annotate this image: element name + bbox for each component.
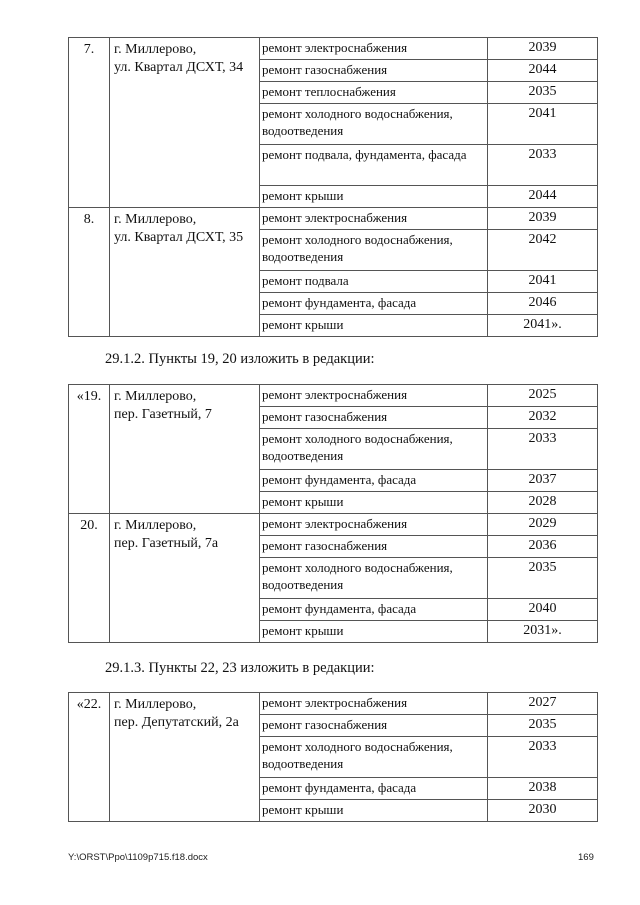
repair-schedule-table-1 [68, 37, 598, 337]
planned-year: 2039 [488, 38, 598, 60]
work-type: ремонт фундамента, фасада [260, 293, 488, 315]
work-type: ремонт холодного водоснабжения, водоотведения [260, 230, 488, 271]
address-line: г. Миллерово, [114, 697, 197, 712]
planned-year: 2038 [488, 778, 598, 800]
address-line: г. Миллерово, [114, 389, 197, 404]
work-type: ремонт газоснабжения [260, 715, 488, 737]
work-type: ремонт газоснабжения [260, 407, 488, 429]
planned-year: 2033 [488, 737, 598, 778]
footer-page-number: 169 [578, 852, 594, 863]
address-line: пер. Газетный, 7а [114, 536, 219, 551]
planned-year: 2027 [488, 693, 598, 715]
work-type: ремонт крыши [260, 492, 488, 514]
planned-year: 2032 [488, 407, 598, 429]
address-cell [110, 385, 260, 514]
work-type: ремонт крыши [260, 315, 488, 337]
work-type: ремонт газоснабжения [260, 536, 488, 558]
table-row [69, 38, 598, 60]
planned-year: 2028 [488, 492, 598, 514]
work-type: ремонт газоснабжения [260, 60, 488, 82]
table-row [69, 385, 598, 407]
planned-year: 2029 [488, 514, 598, 536]
repair-schedule-table-3 [68, 692, 598, 822]
item-number: 8. [69, 208, 110, 337]
planned-year: 2041». [488, 315, 598, 337]
work-type: ремонт фундамента, фасада [260, 778, 488, 800]
planned-year: 2042 [488, 230, 598, 271]
table-row [69, 208, 598, 230]
planned-year: 2033 [488, 429, 598, 470]
work-type: ремонт фундамента, фасада [260, 599, 488, 621]
address-cell [110, 208, 260, 337]
planned-year: 2041 [488, 271, 598, 293]
planned-year: 2037 [488, 470, 598, 492]
planned-year: 2035 [488, 82, 598, 104]
work-type: ремонт фундамента, фасада [260, 470, 488, 492]
address-line: г. Миллерово, [114, 518, 197, 533]
address-line: ул. Квартал ДСХТ, 35 [114, 230, 244, 245]
work-type: ремонт электроснабжения [260, 38, 488, 60]
planned-year: 2030 [488, 800, 598, 822]
paragraph-29-1-2: 29.1.2. Пункты 19, 20 изложить в редакции: [105, 351, 375, 367]
address-line: г. Миллерово, [114, 42, 197, 57]
planned-year: 2035 [488, 715, 598, 737]
table-row [69, 514, 598, 536]
work-type: ремонт холодного водоснабжения, водоотведения [260, 558, 488, 599]
table-row [69, 693, 598, 715]
work-type: ремонт электроснабжения [260, 385, 488, 407]
work-type: ремонт холодного водоснабжения, водоотведения [260, 104, 488, 145]
planned-year: 2044 [488, 60, 598, 82]
paragraph-29-1-3: 29.1.3. Пункты 22, 23 изложить в редакции: [105, 660, 375, 676]
work-type: ремонт крыши [260, 800, 488, 822]
work-type: ремонт подвала, фундамента, фасада [260, 145, 488, 186]
planned-year: 2035 [488, 558, 598, 599]
item-number: 20. [69, 514, 110, 643]
planned-year: 2036 [488, 536, 598, 558]
work-type: ремонт холодного водоснабжения, водоотведения [260, 429, 488, 470]
work-type: ремонт электроснабжения [260, 693, 488, 715]
item-number: «19. [69, 385, 110, 514]
address-cell [110, 514, 260, 643]
repair-schedule-table-2 [68, 384, 598, 643]
work-type: ремонт крыши [260, 621, 488, 643]
footer-file-path: Y:\ORST\Ppo\1109p715.f18.docx [68, 852, 208, 863]
item-number: 7. [69, 38, 110, 208]
work-type: ремонт холодного водоснабжения, водоотведения [260, 737, 488, 778]
address-line: г. Миллерово, [114, 212, 197, 227]
item-number: «22. [69, 693, 110, 822]
work-type: ремонт подвала [260, 271, 488, 293]
planned-year: 2025 [488, 385, 598, 407]
planned-year: 2046 [488, 293, 598, 315]
work-type: ремонт теплоснабжения [260, 82, 488, 104]
work-type: ремонт электроснабжения [260, 514, 488, 536]
address-cell [110, 38, 260, 208]
work-type: ремонт крыши [260, 186, 488, 208]
work-type: ремонт электроснабжения [260, 208, 488, 230]
address-line: ул. Квартал ДСХТ, 34 [114, 60, 244, 75]
planned-year: 2041 [488, 104, 598, 145]
address-cell [110, 693, 260, 822]
planned-year: 2044 [488, 186, 598, 208]
planned-year: 2031». [488, 621, 598, 643]
planned-year: 2039 [488, 208, 598, 230]
planned-year: 2040 [488, 599, 598, 621]
address-line: пер. Газетный, 7 [114, 407, 212, 422]
planned-year: 2033 [488, 145, 598, 186]
address-line: пер. Депутатский, 2а [114, 715, 239, 730]
